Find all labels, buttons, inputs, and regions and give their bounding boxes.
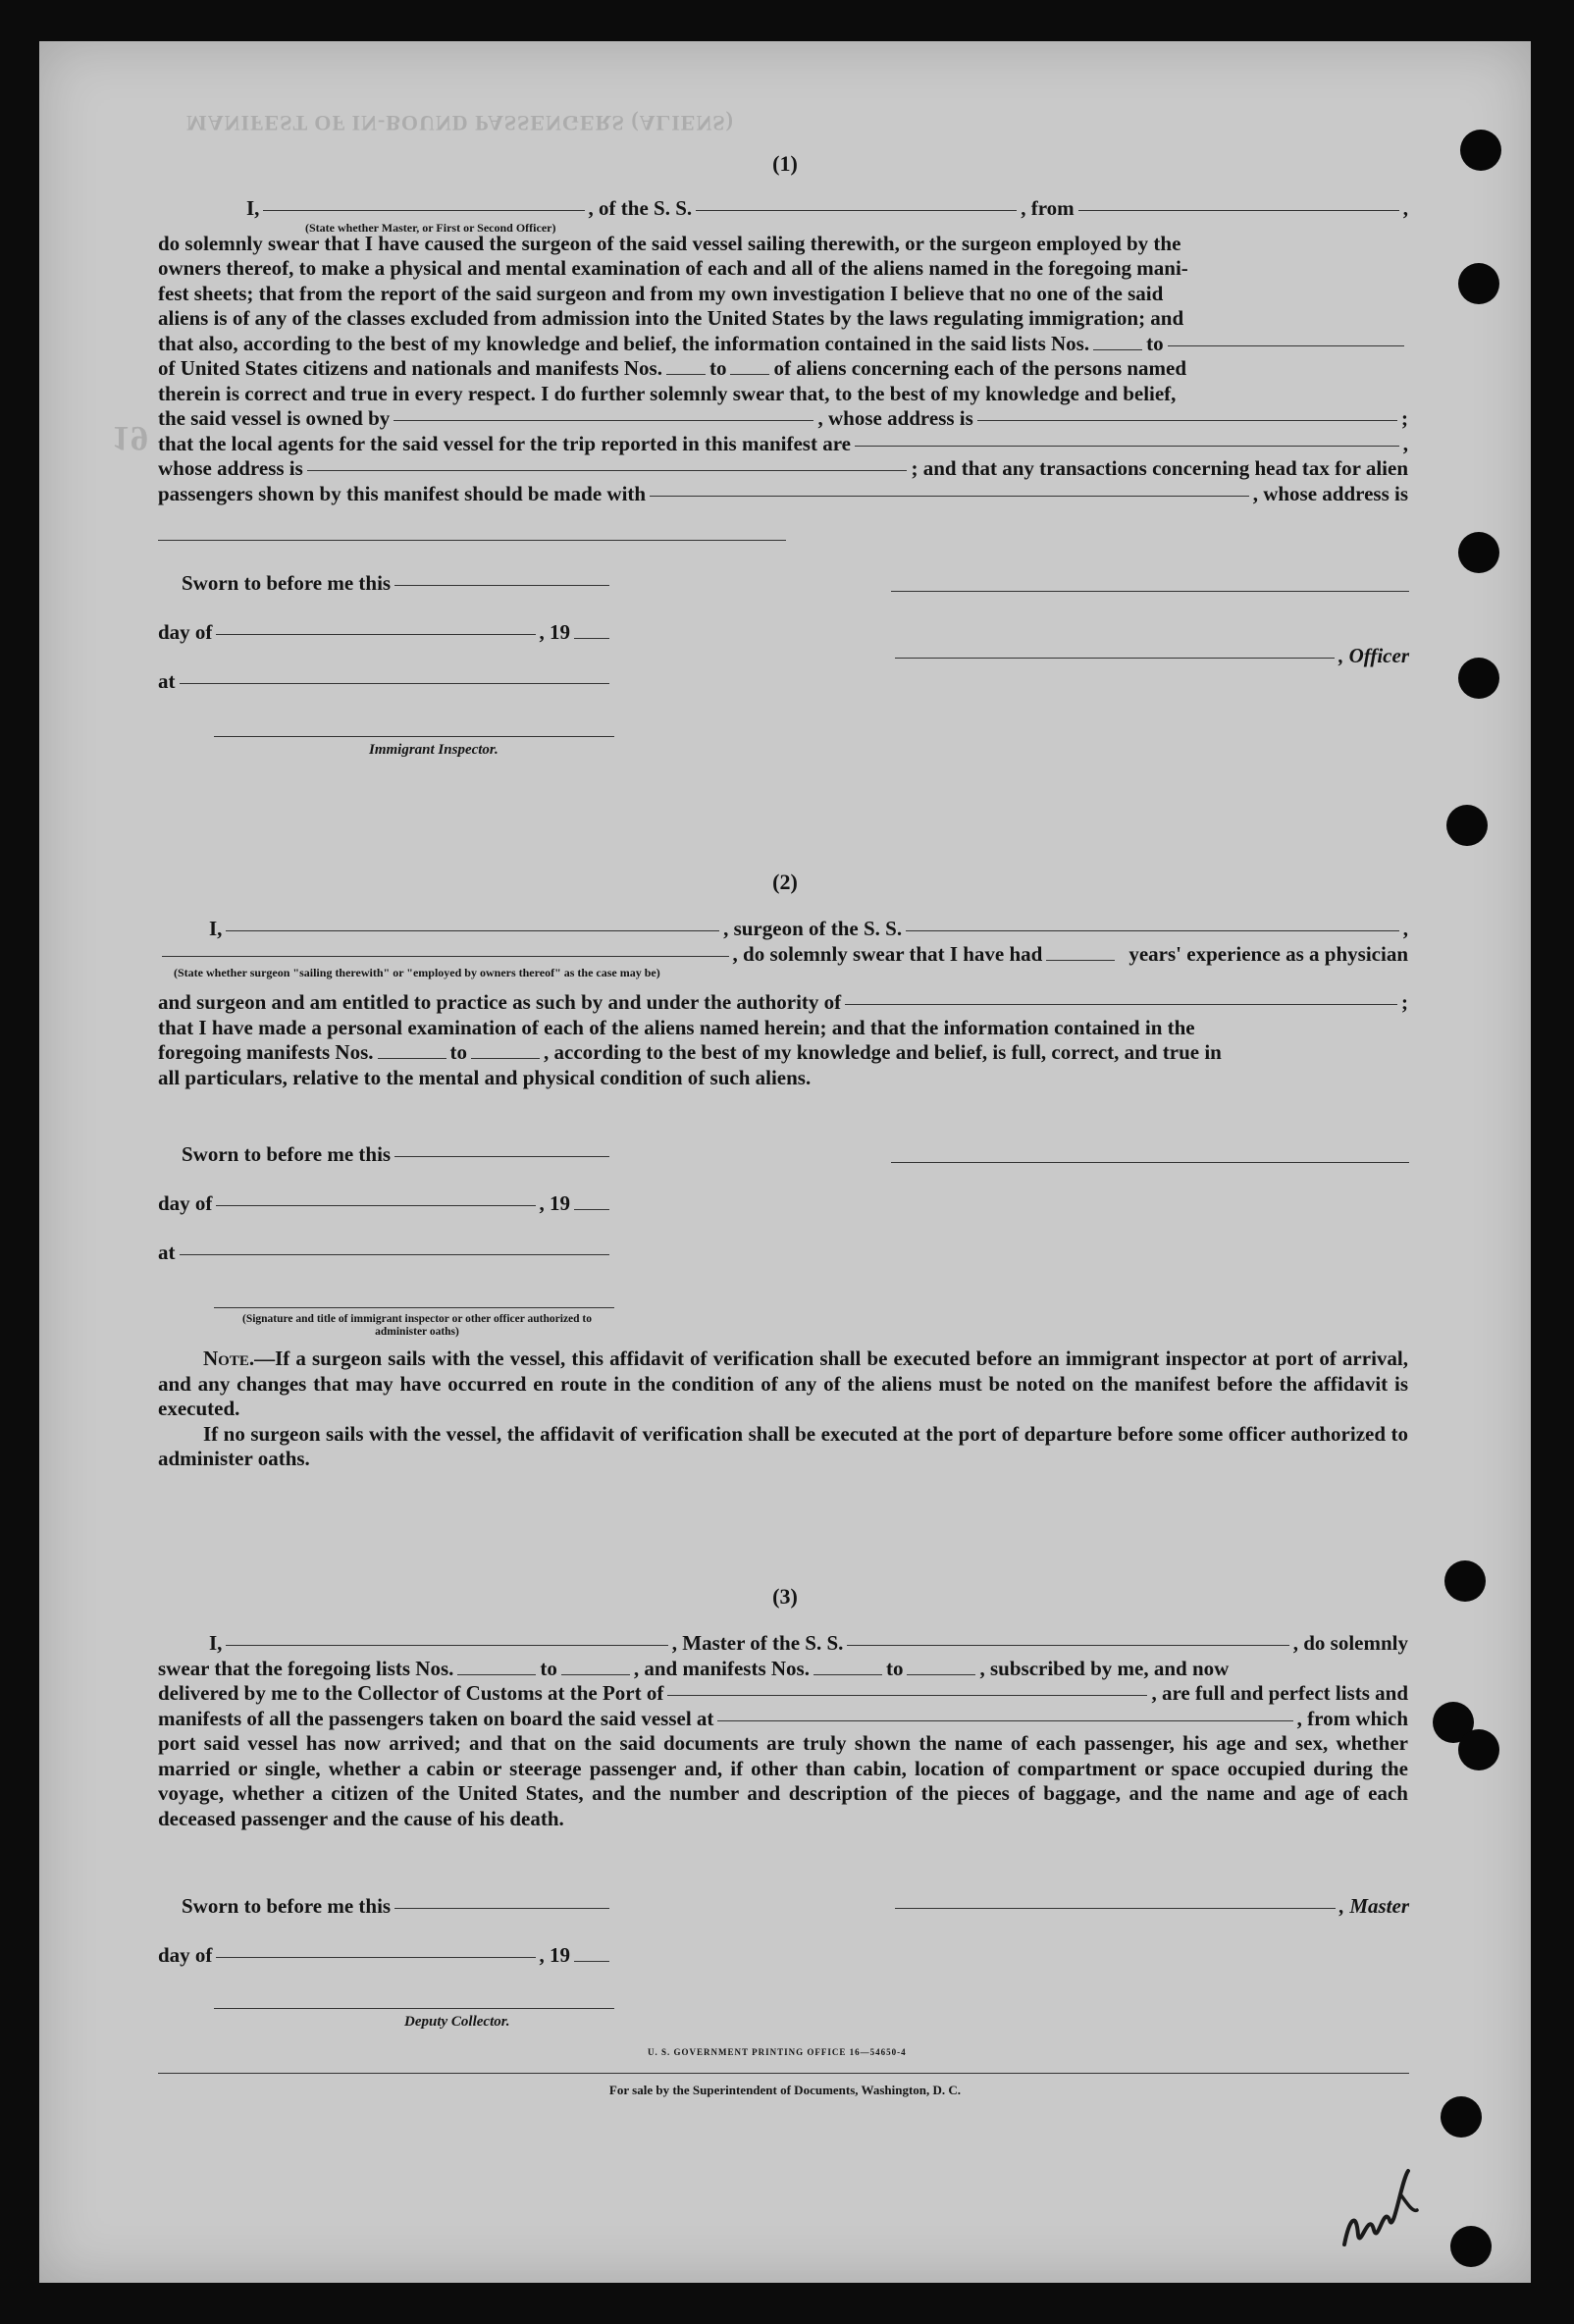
subscribed-text: , subscribed by me, and now — [979, 1656, 1230, 1680]
label-to: to — [449, 1040, 468, 1064]
master-name-field[interactable] — [226, 1645, 667, 1646]
signature-title-caption: (Signature and title of immigrant inspector or other officer authorized to administer oaths) — [241, 1313, 593, 1338]
section-number-3: (3) — [772, 1584, 798, 1609]
punch-hole — [1441, 2096, 1482, 2138]
sworn-day-field[interactable] — [394, 1908, 609, 1909]
sworn-line-2 — [182, 1142, 613, 1167]
bleed-through-header: MANIFEST OF IN-BOUND PASSENGERS (ALIENS) — [186, 111, 734, 135]
lists-line — [158, 1657, 1408, 1682]
at-line-1 — [158, 669, 613, 694]
local-agents-field[interactable] — [855, 446, 1399, 447]
inspector-signature-field[interactable] — [214, 1307, 614, 1308]
manifests-text-b: of aliens concerning each of the persons named — [773, 356, 1187, 380]
at-line-2 — [158, 1241, 613, 1265]
lists-text: that also, according to the best of my knowledge and belief, the information contained in the said lists Nos. — [158, 331, 1090, 355]
year-label: , 19 — [539, 1191, 570, 1215]
label-to: to — [885, 1656, 904, 1680]
sworn-label: Sworn to before me this — [182, 1142, 392, 1166]
head-tax-party-field[interactable] — [650, 496, 1249, 497]
manifests-to-field[interactable] — [730, 374, 769, 375]
local-agents-label: that the local agents for the said vessel for the trip reported in this manifest are — [158, 431, 851, 455]
punch-hole — [1446, 805, 1488, 846]
day-of-label: day of — [158, 620, 213, 644]
label-to: to — [708, 356, 727, 380]
body-line: do solemnly swear that I have caused the surgeon of the said vessel sailing therewith, or the surgeon employed by the — [158, 231, 1181, 255]
from-port-field[interactable] — [1078, 210, 1399, 211]
manifests-to-field[interactable] — [471, 1058, 540, 1059]
manifests-text: of United States citizens and nationals and manifests Nos. — [158, 356, 662, 380]
section-2-body — [158, 917, 1408, 1090]
officer-title-field[interactable] — [895, 658, 1335, 659]
at-place-field[interactable] — [180, 1254, 610, 1255]
label-i: I, — [246, 196, 260, 220]
years-field[interactable] — [1046, 960, 1115, 961]
at-place-field[interactable] — [180, 683, 610, 684]
surgeon-signature-field[interactable] — [891, 1162, 1409, 1163]
port-line — [158, 1681, 1408, 1707]
authority-line — [158, 990, 1408, 1016]
local-agents-line — [158, 432, 1408, 457]
day-of-line-1 — [158, 620, 613, 645]
form-sheet — [39, 41, 1531, 2283]
label-of-ss: , of the S. S. — [588, 196, 693, 220]
port-field[interactable] — [667, 1695, 1147, 1696]
label-to: to — [540, 1656, 557, 1680]
for-sale-note: For sale by the Superintendent of Documents, Washington, D. C. — [608, 2083, 962, 2097]
at-label: at — [158, 1241, 176, 1264]
month-field[interactable] — [216, 1957, 535, 1958]
comma: , — [1402, 196, 1409, 220]
punch-hole — [1458, 532, 1499, 573]
taken-on-board-line — [158, 1707, 1408, 1732]
do-solemnly-text: , do solemnly — [1292, 1631, 1409, 1655]
label-to: to — [1146, 331, 1164, 355]
lists-line — [158, 332, 1408, 357]
lists-to-field[interactable] — [561, 1674, 630, 1675]
comma: , — [1402, 431, 1408, 455]
surgeon-of-label: , surgeon of the S. S. — [723, 917, 903, 940]
foregoing-line — [158, 1040, 1408, 1066]
sworn-day-field[interactable] — [394, 585, 609, 586]
whose-address-label: , whose address is — [1252, 481, 1408, 505]
note-text: —If a surgeon sails with the vessel, this affidavit of verification shall be executed before an immigrant inspector at port of arrival, and any changes that may have occurred en route in the condition of any of the aliens must be noted on the manifest before the affidavit is executed. — [158, 1347, 1408, 1420]
year-field[interactable] — [574, 638, 609, 639]
section-3-body — [158, 1631, 1408, 1831]
master-ship-field[interactable] — [847, 1645, 1288, 1646]
label-from: , from — [1021, 196, 1075, 220]
body-line: that I have made a personal examination of each of the aliens named herein; and that the information contained in the — [158, 1015, 1195, 1039]
officer-name-field[interactable] — [263, 210, 584, 211]
collector-signature-field[interactable] — [214, 2008, 614, 2009]
at-label: at — [158, 669, 176, 693]
surgeon-intro-line — [158, 917, 1408, 942]
agent-address-line — [158, 456, 1408, 482]
agent-address-field[interactable] — [307, 470, 908, 471]
do-solemnly-text: , do solemnly swear that I have had — [732, 941, 1043, 966]
master-of-label: , Master of the S. S. — [671, 1631, 844, 1655]
day-of-label: day of — [158, 1191, 213, 1215]
and-manifests-text: , and manifests Nos. — [633, 1656, 810, 1680]
punch-hole — [1458, 1729, 1499, 1770]
manifests-from-field[interactable] — [813, 1674, 882, 1675]
note-block — [158, 1347, 1408, 1472]
from-which-text: , from which — [1296, 1706, 1408, 1730]
note-label: Note. — [203, 1347, 255, 1370]
years-exp-text: years' experience as a physician — [1128, 941, 1408, 966]
passengers-text: passengers shown by this manifest should be made with — [158, 481, 647, 505]
note-paragraph — [158, 1347, 1408, 1422]
label-i: I, — [209, 1631, 223, 1655]
manifests-all-text: manifests of all the passengers taken on board the said vessel at — [158, 1706, 714, 1730]
manifests-from-field[interactable] — [378, 1058, 446, 1059]
bleed-through-number: 19 — [112, 419, 149, 458]
label-i: I, — [209, 917, 223, 940]
year-field[interactable] — [574, 1209, 609, 1210]
immigrant-inspector-caption: Immigrant Inspector. — [369, 742, 498, 758]
section-1-body — [158, 196, 1408, 506]
swear-that-text: swear that the foregoing lists Nos. — [158, 1656, 454, 1680]
master-line — [891, 1894, 1409, 1919]
owned-by-line — [158, 406, 1408, 432]
body-line: fest sheets; that from the report of the said surgeon and from my own investigation I believe that no one of the said — [158, 281, 1164, 305]
officer-line — [891, 644, 1409, 668]
inspector-signature-field[interactable] — [214, 736, 614, 737]
body-line: owners thereof, to make a physical and mental examination of each and all of the aliens named in the foregoing mani- — [158, 256, 1188, 280]
delivered-text: delivered by me to the Collector of Customs at the Port of — [158, 1681, 664, 1705]
manifests-to-field[interactable] — [907, 1674, 975, 1675]
sworn-line-3 — [182, 1894, 613, 1919]
ship-name-field[interactable] — [696, 210, 1017, 211]
authority-field[interactable] — [845, 1004, 1397, 1005]
body-line: all particulars, relative to the mental and physical condition of such aliens. — [158, 1065, 812, 1089]
whose-address-label: , whose address is — [817, 406, 973, 430]
body-line: therein is correct and true in every respect. I do further solemnly swear that, to the best of my knowledge and belief, — [158, 381, 1177, 405]
semicolon: ; — [1401, 990, 1408, 1014]
lists-to-field[interactable] — [1168, 345, 1404, 346]
manifests-from-field[interactable] — [666, 374, 706, 375]
master-label: , Master — [1338, 1894, 1409, 1918]
officer-label: , Officer — [1338, 644, 1409, 667]
punch-hole — [1458, 658, 1499, 699]
full-perfect-text: , are full and perfect lists and — [1151, 1681, 1408, 1705]
sworn-label: Sworn to before me this — [182, 571, 392, 595]
sworn-line-1 — [182, 571, 613, 596]
sworn-day-field[interactable] — [394, 1156, 609, 1157]
punch-hole — [1458, 263, 1499, 304]
comma: , — [1402, 917, 1408, 940]
punch-hole — [1450, 2226, 1492, 2267]
owned-by-label: the said vessel is owned by — [158, 406, 391, 430]
manifests-line — [158, 356, 1408, 382]
passengers-line — [158, 482, 1408, 507]
day-of-line-3 — [158, 1943, 613, 1968]
departure-port-field[interactable] — [717, 1720, 1292, 1721]
note-paragraph-2: If no surgeon sails with the vessel, the affidavit of verification shall be executed at the port of departure before some officer authorized to administer oaths. — [158, 1421, 1408, 1470]
month-field[interactable] — [216, 1205, 535, 1206]
body-line: aliens is of any of the classes excluded from admission into the United States by the laws regulating immigration; and — [158, 306, 1184, 330]
year-label: , 19 — [539, 620, 570, 644]
surgeon-state-whether-caption: (State whether surgeon "sailing therewith" or "employed by owners thereof" as the case may be) — [174, 966, 660, 979]
deputy-collector-caption: Deputy Collector. — [404, 2014, 510, 2030]
authority-text: and surgeon and am entitled to practice as such by and under the authority of — [158, 990, 842, 1014]
surgeon-status-field[interactable] — [162, 956, 729, 957]
foregoing-text: foregoing manifests Nos. — [158, 1040, 374, 1064]
head-tax-address-field[interactable] — [158, 540, 786, 541]
section-number-1: (1) — [772, 151, 798, 176]
semicolon: ; — [1401, 406, 1408, 430]
master-signature-field[interactable] — [895, 1908, 1336, 1909]
month-field[interactable] — [216, 634, 535, 635]
footer-rule — [158, 2073, 1409, 2074]
lists-from-field[interactable] — [1093, 349, 1142, 350]
printing-office-imprint: U. S. GOVERNMENT PRINTING OFFICE 16—54650-4 — [648, 2047, 907, 2057]
handwritten-mark — [1315, 2151, 1433, 2269]
year-label: , 19 — [539, 1943, 570, 1967]
master-intro-line — [158, 1631, 1408, 1657]
whose-address-label: whose address is — [158, 456, 303, 480]
day-of-line-2 — [158, 1191, 613, 1216]
state-whether-caption: (State whether Master, or First or Second Officer) — [305, 220, 556, 235]
owner-address-field[interactable] — [977, 420, 1397, 421]
foregoing-text-b: , according to the best of my knowledge and belief, is full, correct, and true in — [544, 1040, 1222, 1064]
surgeon-name-field[interactable] — [226, 930, 719, 931]
head-tax-text: ; and that any transactions concerning head tax for alien — [911, 456, 1408, 480]
day-of-label: day of — [158, 1943, 213, 1967]
sworn-label: Sworn to before me this — [182, 1894, 392, 1918]
surgeon-ship-field[interactable] — [906, 930, 1399, 931]
officer-signature-field[interactable] — [891, 591, 1409, 592]
owner-field[interactable] — [394, 420, 813, 421]
section-number-2: (2) — [772, 870, 798, 894]
year-field[interactable] — [574, 1961, 609, 1962]
lists-from-field[interactable] — [457, 1674, 536, 1675]
section-3-paragraph: port said vessel has now arrived; and that on the said documents are truly shown the name of each passenger, his age and sex, whether married or single, whether a cabin or steerage passenger and, if other than cabin, location of compartment or space occupied during the voyage, whether a citizen of the United States, and the number and description of the pieces of baggage, and the name and age of each deceased passenger and the cause of his death. — [158, 1731, 1408, 1830]
